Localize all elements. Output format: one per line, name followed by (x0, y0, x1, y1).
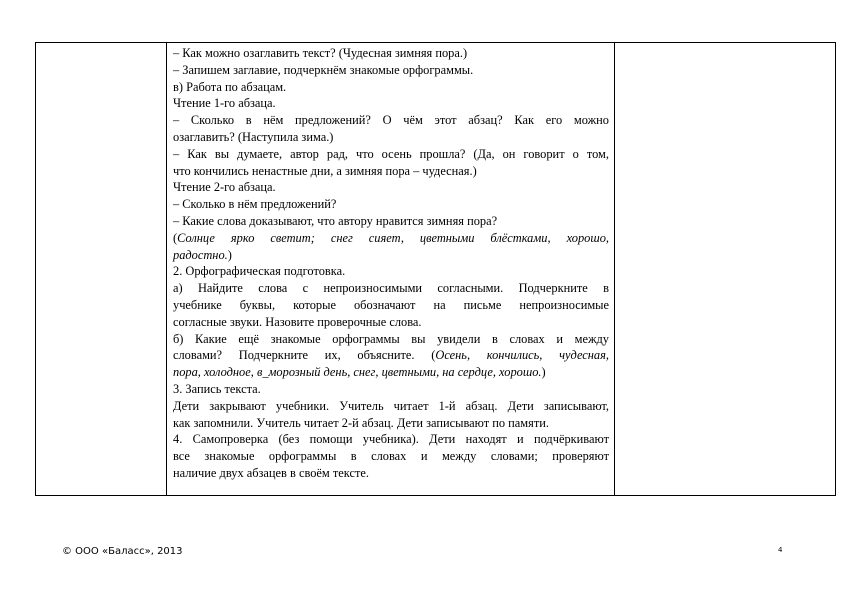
text-line: Чтение 2-го абзаца. (173, 180, 276, 195)
table-cell-left (36, 43, 167, 495)
text-line (173, 381, 609, 398)
text-fragment: ( (173, 230, 178, 245)
text-line: все знакомые орфограммы в словах и между словами; проверяют (173, 449, 609, 464)
text-line (173, 247, 609, 264)
text-line: а) Найдите слова с непроизносимыми согласными. Подчеркните в (173, 281, 609, 296)
text-line: – Сколько в нём предложений? О чём этот абзац? Как его можно (173, 113, 609, 128)
text-line: как запомнили. Учитель читает 2-й абзац. Дети записывают по памяти. (173, 415, 549, 430)
page-number: 4 (778, 546, 783, 554)
text-line: Чтение 1-го абзаца. (173, 96, 276, 111)
text-line: – Сколько в нём предложений? (173, 197, 337, 212)
italic-fragment: Солнце ярко светит; снег сияет, цветными блёстками, хорошо, (177, 230, 609, 245)
text-line: в) Работа по абзацам. (173, 79, 287, 94)
text-line: озаглавить? (Наступила зима.) (173, 129, 334, 144)
text-line: наличие двух абзацев в своём тексте. (173, 465, 369, 480)
text-fragment: ) (227, 247, 232, 262)
italic-fragment: Осень, кончились, чудесная, (435, 348, 609, 363)
text-line: – Какие слова доказывают, что автору нравится зимняя пора? (173, 213, 498, 228)
text-fragment: ) (541, 365, 546, 380)
text-fragment: . Запись текста. (179, 381, 261, 396)
text-line: Дети закрывают учебники. Учитель читает 1-й абзац. Дети записывают, (173, 398, 609, 413)
table-cell-right (614, 43, 836, 495)
italic-fragment: радостно. (173, 247, 228, 262)
text-line (173, 364, 609, 381)
italic-fragment: пора, холодное, в_морозный день, снег, цветными, на сердце, хорошо. (173, 365, 542, 380)
text-line: б) Какие ещё знакомые орфограммы вы увидели в словах и между (173, 331, 609, 346)
text-line (173, 230, 609, 247)
text-line: – Запишем заглавие, подчеркнём знакомые орфограммы. (173, 62, 474, 77)
text-line: что кончились ненастные дни, а зимняя пора – чудесная.) (173, 163, 477, 178)
text-fragment: 3 (173, 381, 180, 396)
text-fragment: словами? Подчеркните их, объясните. ( (173, 348, 436, 363)
table-cell-content (167, 43, 615, 495)
text-line (173, 347, 609, 364)
text-line: – Как можно озаглавить текст? (Чудесная зимняя пора.) (173, 46, 468, 60)
copyright-footer: © ООО «Баласс», 2013 (62, 546, 183, 557)
text-line: согласные звуки. Назовите проверочные слова. (173, 314, 422, 329)
text-line: 2. Орфографическая подготовка. (173, 264, 346, 279)
text-line: учебнике буквы, которые обозначают на письме непроизносимые (173, 297, 609, 312)
text-line: – Как вы думаете, автор рад, что осень прошла? (Да, он говорит о том, (173, 146, 609, 161)
lesson-table (35, 42, 836, 496)
text-line: 4. Самопроверка (без помощи учебника). Дети находят и подчёркивают (173, 432, 609, 447)
